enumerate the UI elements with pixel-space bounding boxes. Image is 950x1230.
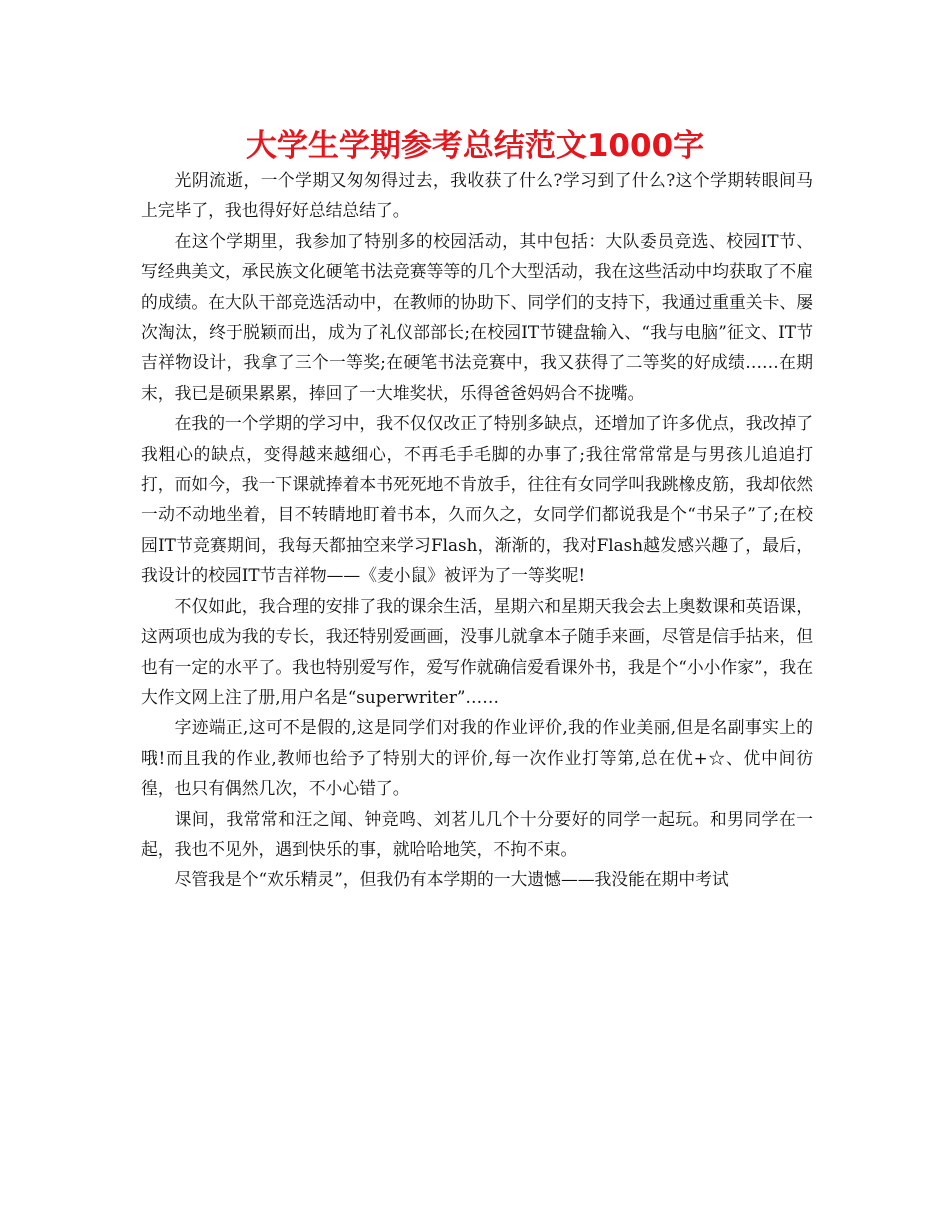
document-title: 大学生学期参考总结范文1000字 — [245, 128, 705, 164]
paragraph: 不仅如此，我合理的安排了我的课余生活，星期六和星期天我会去上奥数课和英语课，这两项也成为我的专长，我还特别爱画画，没事儿就拿本子随手来画，尽管是信手拈来，但也有一定的水平了。我也特别爱写作，爱写作就确信爱看课外书，我是个“小小作家”，我在大作文网上注了册,用户名是“superwriter”…… — [141, 595, 813, 707]
paragraph: 光阴流逝，一个学期又匆匆得过去，我收获了什么?学习到了什么?这个学期转眼间马上完毕了，我也得好好总结总结了。 — [141, 170, 813, 221]
paragraph: 字迹端正,这可不是假的,这是同学们对我的作业评价,我的作业美丽,但是名副事实上的哦!而且我的作业,教师也给予了特别大的评价,每一次作业打等第,总在优+☆、优中间彷徨，也只有偶然几次，不小心错了。 — [141, 717, 813, 799]
document-body — [141, 165, 813, 895]
paragraph: 在这个学期里，我参加了特别多的校园活动，其中包括：大队委员竞选、校园IT节、写经典美文，承民族文化硬笔书法竞赛等等的几个大型活动，我在这些活动中均获取了不雇的成绩。在大队干部竞选活动中，在教师的协助下、同学们的支持下，我通过重重关卡、屡次淘汰，终于脱颖而出，成为了礼仪部部长;在校园IT节键盘输入、“我与电脑”征文、IT节吉祥物设计，我拿了三个一等奖;在硬笔书法竞赛中，我又获得了二等奖的好成绩……在期末，我已是硕果累累，捧回了一大堆奖状，乐得爸爸妈妈合不拢嘴。 — [141, 230, 813, 403]
paragraph: 在我的一个学期的学习中，我不仅仅改正了特别多缺点，还增加了许多优点，我改掉了我粗心的缺点，变得越来越细心，不再毛手毛脚的办事了;我往常常常是与男孩儿追追打打，而如今，我一下课就捧着本书死死地不肯放手，往往有女同学叫我跳橡皮筋，我却依然一动不动地坐着，目不转睛地盯着书本，久而久之，女同学们都说我是个“书呆子”了;在校园IT节竞赛期间，我每天都抽空来学习Flash，渐渐的，我对Flash越发感兴趣了，最后，我设计的校园IT节吉祥物——《麦小鼠》被评为了一等奖呢! — [141, 413, 813, 586]
paragraph: 课间，我常常和汪之闻、钟竞鸣、刘茗儿几个十分要好的同学一起玩。和男同学在一起，我也不见外，遇到快乐的事，就哈哈地笑，不拘不束。 — [141, 808, 813, 859]
paragraph: 尽管我是个“欢乐精灵”，但我仍有本学期的一大遗憾——我没能在期中考试 — [174, 869, 729, 890]
